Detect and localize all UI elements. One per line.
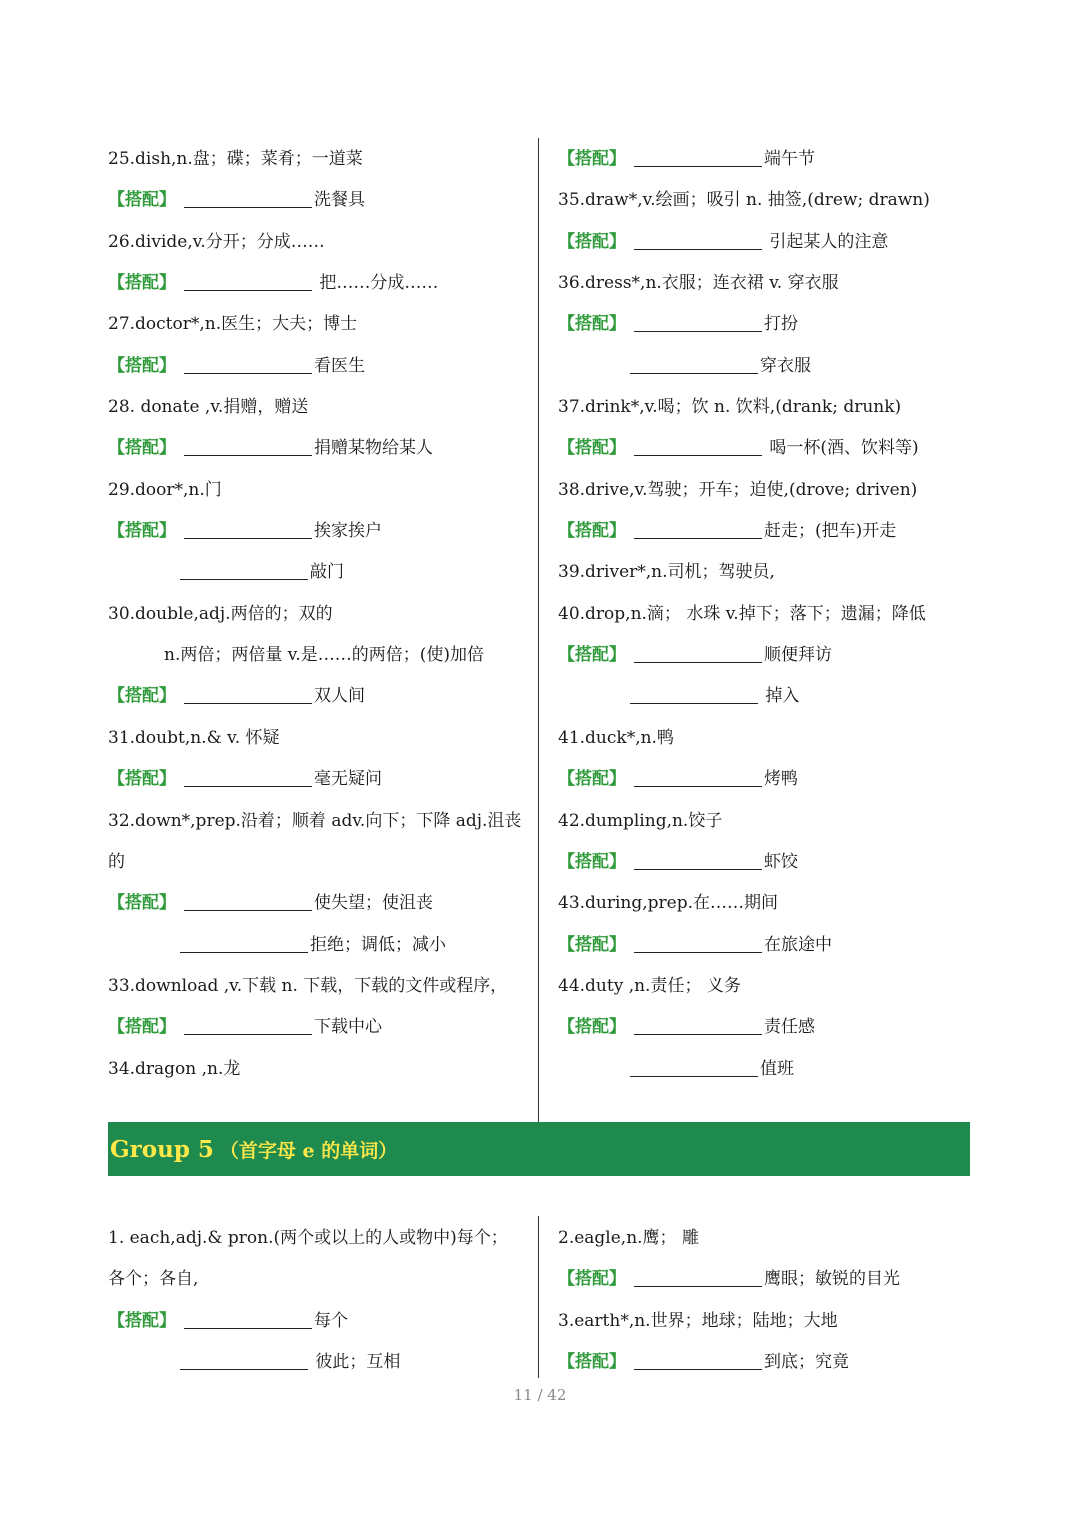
- collocation-meaning: 捐赠某物给某人: [314, 438, 433, 459]
- vocab-entry: 38.drive,v.驾驶；开车；迫使,(drove; driven): [558, 479, 918, 500]
- collocation-tag: 【搭配】: [108, 438, 176, 459]
- fill-blank: [634, 1368, 762, 1370]
- collocation-meaning: 喝一杯(酒、饮料等): [764, 438, 919, 459]
- collocation-line: [558, 1342, 978, 1383]
- collocation-tag: 【搭配】: [558, 769, 626, 790]
- fill-blank: [630, 372, 758, 374]
- vocab-entry: 31.doubt,n.& v. 怀疑: [108, 727, 280, 748]
- collocation-line: [558, 1259, 978, 1300]
- fill-blank: [184, 909, 312, 911]
- collocation-tag: 【搭配】: [558, 1269, 626, 1290]
- vocab-entry: 43.during,prep.在……期间: [558, 893, 779, 914]
- collocation-tag: 【搭配】: [558, 438, 626, 459]
- collocation-meaning: 挨家挨户: [314, 521, 382, 542]
- collocation-line: [108, 511, 528, 552]
- collocation-meaning: 毫无疑问: [314, 769, 382, 790]
- collocation-meaning: 掉入: [760, 686, 800, 707]
- collocation-meaning: 打扮: [764, 314, 798, 335]
- collocation-meaning: 端午节: [764, 149, 815, 169]
- collocation-meaning: 敲门: [310, 562, 344, 583]
- right-column-bottom: [558, 1218, 978, 1383]
- collocation-tag: 【搭配】: [558, 149, 626, 169]
- fill-blank: [634, 248, 762, 250]
- fill-blank: [184, 206, 312, 208]
- collocation-line: [558, 1007, 978, 1048]
- vocab-entry: 27.doctor*,n.医生；大夫；博士: [108, 314, 358, 335]
- vocab-entry: 各个；各自,: [108, 1269, 199, 1290]
- collocation-line: [108, 676, 528, 717]
- collocation-meaning: 双人间: [314, 686, 365, 707]
- collocation-tag: 【搭配】: [558, 521, 626, 542]
- collocation-meaning: 在旅途中: [764, 934, 832, 955]
- collocation-extra-line: [558, 1049, 978, 1090]
- collocation-line: [558, 511, 978, 552]
- collocation-meaning: 下载中心: [314, 1017, 382, 1038]
- collocation-extra-line: [108, 1342, 528, 1383]
- collocation-tag: 【搭配】: [558, 934, 626, 955]
- fill-blank: [180, 1368, 308, 1370]
- collocation-tag: 【搭配】: [558, 1352, 626, 1373]
- collocation-tag: 【搭配】: [108, 521, 176, 542]
- fill-blank: [180, 578, 308, 580]
- collocation-line: [108, 263, 528, 304]
- vocab-entry: 29.door*,n.门: [108, 479, 222, 500]
- column-divider-bottom: [538, 1216, 539, 1378]
- collocation-meaning: 使失望；使沮丧: [314, 893, 433, 914]
- fill-blank: [630, 702, 758, 704]
- collocation-line: [558, 635, 978, 676]
- collocation-extra-line: [108, 552, 528, 593]
- vocab-entry: 3.earth*,n.世界；地球；陆地；大地: [558, 1310, 838, 1331]
- collocation-tag: 【搭配】: [108, 273, 176, 294]
- vocab-entry: 25.dish,n.盘；碟；菜肴；一道菜: [108, 149, 363, 169]
- collocation-tag: 【搭配】: [558, 1017, 626, 1038]
- fill-blank: [184, 537, 312, 539]
- collocation-line: [558, 925, 978, 966]
- collocation-line: [558, 222, 978, 263]
- fill-blank: [184, 1327, 312, 1329]
- fill-blank: [184, 289, 312, 291]
- collocation-line: [558, 759, 978, 800]
- vocab-entry: 28. donate ,v.捐赠，赠送: [108, 397, 309, 418]
- fill-blank: [180, 951, 308, 953]
- vocab-entry: 37.drink*,v.喝；饮 n. 饮料,(drank; drunk): [558, 397, 902, 418]
- collocation-tag: 【搭配】: [108, 1017, 176, 1038]
- fill-blank: [634, 785, 762, 787]
- collocation-meaning: 赶走；(把车)开走: [764, 521, 897, 542]
- collocation-meaning: 把……分成……: [314, 273, 439, 294]
- collocation-tag: 【搭配】: [108, 1310, 176, 1331]
- collocation-extra-line: [558, 676, 978, 717]
- vocab-entry: 39.driver*,n.司机；驾驶员,: [558, 562, 775, 583]
- vocab-entry: 35.draw*,v.绘画；吸引 n. 抽签,(drew; drawn): [558, 190, 930, 211]
- collocation-line: [558, 139, 978, 180]
- collocation-line: [108, 1301, 528, 1342]
- collocation-tag: 【搭配】: [108, 686, 176, 707]
- fill-blank: [634, 165, 762, 167]
- collocation-meaning: 烤鸭: [764, 769, 798, 790]
- vocab-entry: 36.dress*,n.衣服；连衣裙 v. 穿衣服: [558, 273, 839, 294]
- collocation-tag: 【搭配】: [558, 851, 626, 872]
- collocation-meaning: 拒绝；调低；减小: [310, 934, 446, 955]
- collocation-extra-line: [558, 346, 978, 387]
- collocation-meaning: 每个: [314, 1310, 348, 1331]
- fill-blank: [634, 454, 762, 456]
- collocation-line: [108, 759, 528, 800]
- left-column-top: [108, 139, 528, 1090]
- collocation-line: [108, 883, 528, 924]
- collocation-line: [108, 180, 528, 221]
- vocab-entry: 44.duty ,n.责任； 义务: [558, 975, 741, 996]
- right-column-top: [558, 139, 978, 1090]
- collocation-meaning: 顺便拜访: [764, 645, 832, 666]
- collocation-tag: 【搭配】: [108, 190, 176, 211]
- collocation-tag: 【搭配】: [108, 355, 176, 376]
- column-divider: [538, 138, 539, 1122]
- vocab-entry: 1. each,adj.& pron.(两个或以上的人或物中)每个；: [108, 1228, 508, 1248]
- collocation-tag: 【搭配】: [108, 769, 176, 790]
- fill-blank: [184, 1033, 312, 1035]
- fill-blank: [634, 1285, 762, 1287]
- fill-blank: [184, 785, 312, 787]
- vocab-entry: 的: [108, 851, 125, 872]
- collocation-meaning: 值班: [760, 1058, 794, 1079]
- page-number: 11 / 42: [513, 1386, 567, 1404]
- vocab-entry: 33.download ,v.下载 n. 下载，下载的文件或程序，: [108, 975, 508, 996]
- collocation-tag: 【搭配】: [108, 893, 176, 914]
- fill-blank: [634, 661, 762, 663]
- collocation-extra-line: [108, 925, 528, 966]
- collocation-line: [108, 346, 528, 387]
- vocab-entry: 40.drop,n.滴； 水珠 v.掉下；落下；遗漏；降低: [558, 603, 926, 624]
- collocation-meaning: 引起某人的注意: [764, 231, 889, 252]
- vocab-entry: 30.double,adj.两倍的；双的: [108, 603, 333, 624]
- fill-blank: [634, 1033, 762, 1035]
- collocation-line: [558, 428, 978, 469]
- fill-blank: [634, 868, 762, 870]
- left-column-bottom: [108, 1218, 528, 1383]
- collocation-meaning: 责任感: [764, 1017, 815, 1038]
- fill-blank: [634, 951, 762, 953]
- vocab-entry: 41.duck*,n.鸭: [558, 727, 674, 748]
- group-title: Group 5: [110, 1135, 214, 1163]
- collocation-meaning: 鹰眼；敏锐的目光: [764, 1269, 900, 1290]
- fill-blank: [634, 537, 762, 539]
- collocation-meaning: 穿衣服: [760, 355, 811, 376]
- vocab-entry: 2.eagle,n.鹰； 雕: [558, 1228, 699, 1248]
- collocation-line: [108, 428, 528, 469]
- collocation-line: [558, 304, 978, 345]
- collocation-tag: 【搭配】: [558, 314, 626, 335]
- collocation-meaning: 虾饺: [764, 851, 798, 872]
- vocab-entry-continuation: n.两倍；两倍量 v.是……的两倍；(使)加倍: [164, 645, 485, 666]
- group-subtitle: （首字母 e 的单词）: [219, 1139, 398, 1162]
- collocation-meaning: 洗餐具: [314, 190, 365, 211]
- vocab-entry: 32.down*,prep.沿着；顺着 adv.向下；下降 adj.沮丧: [108, 810, 522, 831]
- vocab-entry: 42.dumpling,n.饺子: [558, 810, 723, 831]
- collocation-line: [558, 842, 978, 883]
- collocation-meaning: 到底；究竟: [764, 1352, 849, 1373]
- fill-blank: [184, 372, 312, 374]
- collocation-tag: 【搭配】: [558, 231, 626, 252]
- fill-blank: [184, 702, 312, 704]
- collocation-tag: 【搭配】: [558, 645, 626, 666]
- fill-blank: [184, 454, 312, 456]
- collocation-line: [108, 1007, 528, 1048]
- collocation-meaning: 看医生: [314, 355, 365, 376]
- fill-blank: [634, 330, 762, 332]
- vocab-entry: 34.dragon ,n.龙: [108, 1058, 241, 1079]
- vocab-entry: 26.divide,v.分开；分成……: [108, 231, 325, 252]
- group-header-bar: [108, 1122, 970, 1176]
- fill-blank: [630, 1075, 758, 1077]
- collocation-meaning: 彼此；互相: [310, 1352, 401, 1373]
